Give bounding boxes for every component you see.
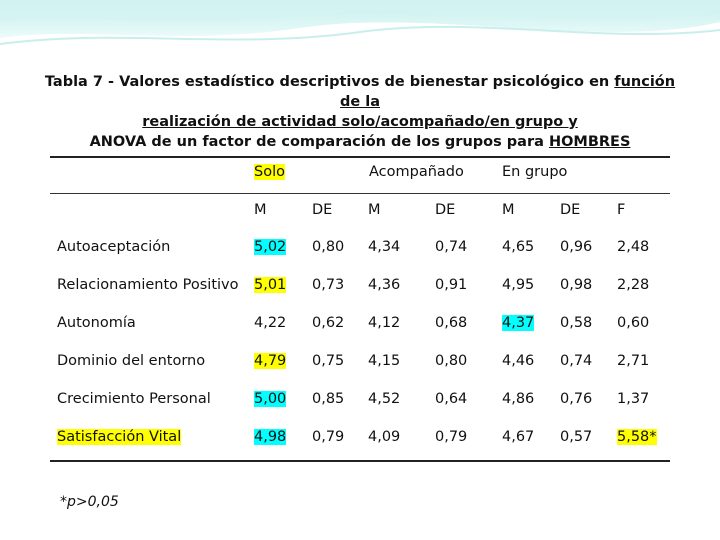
- group-header: Solo: [254, 164, 285, 180]
- table-cell: 4,67: [502, 429, 535, 445]
- table-cell: 0,73: [312, 277, 345, 293]
- table-cell: 1,37: [617, 391, 650, 407]
- table-cell: 5,00: [254, 391, 287, 407]
- table-cell: 0,98: [560, 277, 593, 293]
- table-cell: 2,71: [617, 353, 650, 369]
- table-cell: 0,79: [312, 429, 345, 445]
- table-cell: 0,74: [560, 353, 593, 369]
- table-cell: 4,52: [368, 391, 401, 407]
- table-cell: 4,98: [254, 429, 287, 445]
- column-header: M: [254, 202, 267, 218]
- table-cell: 4,12: [368, 315, 401, 331]
- table-cell: 0,62: [312, 315, 345, 331]
- title-line-1-underlined: función de la: [339, 74, 676, 110]
- title-line-3: ANOVA de un factor de comparación de los grupos para: [89, 134, 549, 150]
- table-cell: 4,86: [502, 391, 535, 407]
- table-cell: 4,79: [254, 353, 287, 369]
- table-cell: 4,95: [502, 277, 535, 293]
- row-label: Autonomía: [57, 315, 136, 331]
- table-cell: 0,60: [617, 315, 650, 331]
- row-label: Satisfacción Vital: [57, 429, 182, 445]
- table-cell: 0,64: [435, 391, 468, 407]
- table-cell: 0,85: [312, 391, 345, 407]
- table-cell: 4,46: [502, 353, 535, 369]
- row-label: Autoaceptación: [57, 239, 171, 255]
- table-cell: 4,36: [368, 277, 401, 293]
- row-label: Relacionamiento Positivo: [57, 277, 239, 293]
- row-label: Crecimiento Personal: [57, 391, 211, 407]
- table-cell: 2,48: [617, 239, 650, 255]
- column-header: M: [502, 202, 515, 218]
- decorative-wave-banner: [0, 0, 720, 60]
- table-cell: 0,76: [560, 391, 593, 407]
- table-cell: 0,79: [435, 429, 468, 445]
- footnote: *p>0,05: [60, 494, 119, 510]
- row-label: Dominio del entorno: [57, 353, 206, 369]
- table-header-rule: [50, 193, 670, 194]
- table-top-rule: [50, 156, 670, 158]
- title-line-1: Tabla 7 - Valores estadístico descriptivos de bienestar psicológico en: [44, 74, 615, 90]
- column-header: F: [617, 202, 626, 218]
- table-cell: 4,65: [502, 239, 535, 255]
- column-header: DE: [560, 202, 581, 218]
- table-cell: 0,75: [312, 353, 345, 369]
- table-cell: 4,37: [502, 315, 535, 331]
- table-cell: 0,96: [560, 239, 593, 255]
- column-header: DE: [435, 202, 456, 218]
- column-header: M: [368, 202, 381, 218]
- table-cell: 0,68: [435, 315, 468, 331]
- table-cell: 5,58*: [617, 429, 657, 445]
- table-title: [40, 72, 680, 152]
- table-cell: 5,01: [254, 277, 287, 293]
- table-cell: 2,28: [617, 277, 650, 293]
- group-header: En grupo: [502, 164, 568, 180]
- title-line-2: realización de actividad solo/acompañado/en grupo y: [142, 114, 578, 130]
- table-cell: 0,80: [435, 353, 468, 369]
- table-cell: 4,22: [254, 315, 287, 331]
- column-header: DE: [312, 202, 333, 218]
- table-cell: 4,09: [368, 429, 401, 445]
- group-header: Acompañado: [369, 164, 464, 180]
- table-cell: 4,34: [368, 239, 401, 255]
- table-cell: 4,15: [368, 353, 401, 369]
- table-cell: 0,91: [435, 277, 468, 293]
- table-cell: 5,02: [254, 239, 287, 255]
- table-cell: 0,74: [435, 239, 468, 255]
- table-cell: 0,58: [560, 315, 593, 331]
- table-cell: 0,80: [312, 239, 345, 255]
- table-cell: 0,57: [560, 429, 593, 445]
- table-bottom-rule: [50, 460, 670, 462]
- title-line-3-underlined: HOMBRES: [548, 134, 631, 150]
